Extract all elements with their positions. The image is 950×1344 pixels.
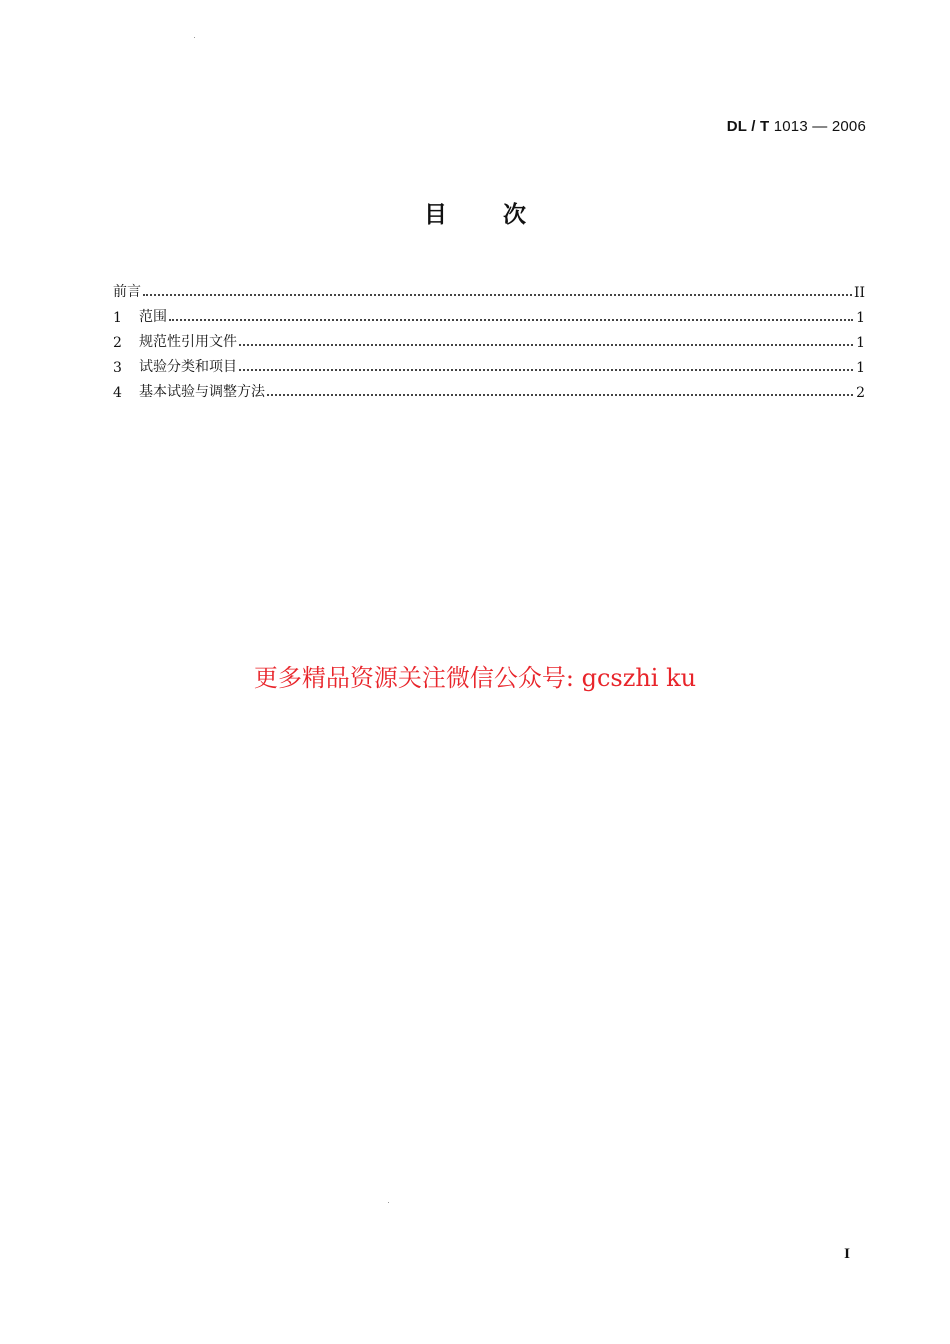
standard-code-number: 1013 — 2006 <box>773 118 866 135</box>
toc-entry-label: 前言 <box>113 284 141 300</box>
toc-entry-label: 基本试验与调整方法 <box>139 384 265 400</box>
toc-entry-number: 2 <box>113 335 122 351</box>
toc-entry-normative-references[interactable] <box>113 326 865 351</box>
toc-entry-label: 试验分类和项目 <box>139 359 237 375</box>
toc-entry-label: 范围 <box>139 309 167 325</box>
scan-speck <box>194 37 195 38</box>
title-char-2: 次 <box>503 202 526 228</box>
standard-code-prefix: DL / T <box>726 118 770 135</box>
title-char-1: 目 <box>424 202 447 228</box>
toc-entry-page: 1 <box>856 310 865 326</box>
toc-entry-page: 2 <box>856 385 865 401</box>
toc-entry-page: 1 <box>856 360 865 376</box>
toc-entry-page: 1 <box>856 335 865 351</box>
toc-leader-dots <box>143 293 852 296</box>
toc-entry-foreword[interactable] <box>113 276 865 301</box>
toc-leader-dots <box>267 393 853 396</box>
toc-entry-label: 规范性引用文件 <box>139 334 237 350</box>
toc-leader-dots <box>239 343 853 346</box>
page-title <box>0 196 950 229</box>
standard-code <box>727 118 866 135</box>
toc-entry-number: 1 <box>113 310 122 326</box>
toc-entry-page: II <box>853 285 865 301</box>
toc-entry-test-classification[interactable] <box>113 351 865 376</box>
page-number: I <box>844 1246 850 1262</box>
toc-leader-dots <box>239 368 853 371</box>
promo-watermark-text: 更多精品资源关注微信公众号: gcszhi ku <box>253 664 697 692</box>
scan-speck <box>388 1202 389 1203</box>
toc-entry-number: 4 <box>113 385 122 401</box>
toc-entry-scope[interactable] <box>113 301 865 326</box>
toc-leader-dots <box>169 318 853 321</box>
table-of-contents <box>113 276 865 401</box>
toc-entry-number: 3 <box>113 360 122 376</box>
toc-entry-basic-test-methods[interactable] <box>113 376 865 401</box>
